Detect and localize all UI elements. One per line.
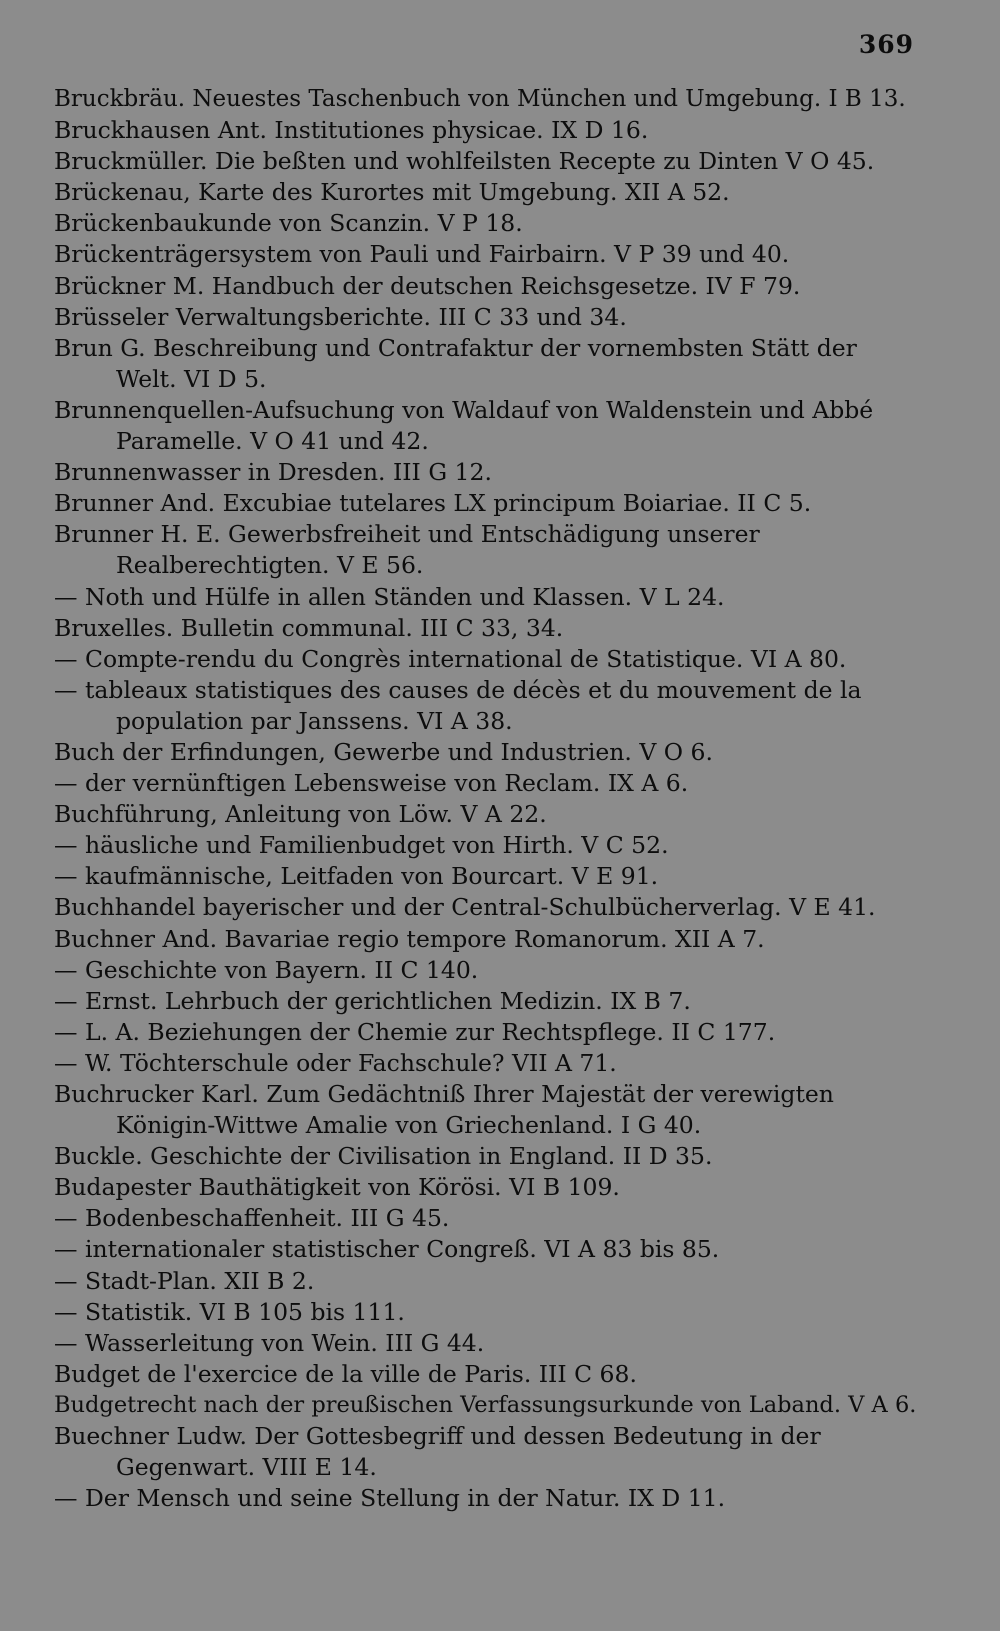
index-entry: Brückenbaukunde von Scanzin. V P 18. <box>54 209 523 238</box>
index-entry: Brun G. Beschreibung und Contrafaktur der vornembsten Stätt der Welt. VI D 5. <box>54 333 857 393</box>
index-entry: — Ernst. Lehrbuch der gerichtlichen Medizin. IX B 7. <box>54 986 691 1015</box>
page-number: 369 <box>858 30 914 59</box>
index-entry: — tableaux statistiques des causes de décès et du mouvement de la population par Janssens. VI A 38. <box>54 675 862 735</box>
index-entry: Brückenau, Karte des Kurortes mit Umgebung. XII A 52. <box>54 178 730 207</box>
index-entry: — der vernünftigen Lebensweise von Reclam. IX A 6. <box>54 769 689 798</box>
index-entry: Brunnenquellen-Aufsuchung von Waldauf von Waldenstein und Abbé Paramelle. V O 41 und 42. <box>54 395 874 456</box>
index-entry: — kaufmännische, Leitfaden von Bourcart. V E 91. <box>54 862 659 891</box>
index-entry: Buckle. Geschichte der Civilisation in England. II D 35. <box>54 1142 713 1171</box>
index-entry: — Bodenbeschaffenheit. III G 45. <box>54 1204 450 1233</box>
index-entry: Buch der Erfindungen, Gewerbe und Industrien. V O 6. <box>54 737 713 766</box>
index-entry: — Der Mensch und seine Stellung in der Natur. IX D 11. <box>54 1484 726 1513</box>
index-entry: Bruxelles. Bulletin communal. III C 33, 34. <box>54 613 564 642</box>
index-entry: — Wasserleitung von Wein. III G 44. <box>54 1328 485 1357</box>
index-entry: Buchführung, Anleitung von Löw. V A 22. <box>54 800 547 829</box>
index-entry: — Noth und Hülfe in allen Ständen und Klassen. V L 24. <box>54 582 725 611</box>
index-entry: — L. A. Beziehungen der Chemie zur Rechtspflege. II C 177. <box>54 1017 776 1046</box>
index-entry: — Compte-rendu du Congrès international de Statistique. VI A 80. <box>54 644 847 673</box>
index-entry: Budgetrecht nach der preußischen Verfassungsurkunde von Laband. V A 6. <box>54 1391 917 1418</box>
index-entry: Buechner Ludw. Der Gottesbegriff und dessen Bedeutung in der Gegenwart. VIII E 14. <box>54 1422 821 1482</box>
index-entry: Buchhandel bayerischer und der Central-Schulbücherverlag. V E 41. <box>54 893 876 922</box>
index-entry: — Statistik. VI B 105 bis 111. <box>54 1297 405 1326</box>
index-entry: — W. Töchterschule oder Fachschule? VII A 71. <box>54 1048 617 1077</box>
index-entry: Brunner And. Excubiae tutelares LX principum Boiariae. II C 5. <box>54 489 812 518</box>
index-entry: Buchrucker Karl. Zum Gedächtniß Ihrer Majestät der verewigten Königin-Wittwe Amalie von Griechenland. I G 40. <box>54 1080 834 1140</box>
index-entry: Brunner H. E. Gewerbsfreiheit und Entschädigung unserer Realberechtigten. V E 56. <box>54 520 760 580</box>
index-entry: Brückner M. Handbuch der deutschen Reichsgesetze. IV F 79. <box>54 271 801 300</box>
index-entry: — Geschichte von Bayern. II C 140. <box>54 955 479 984</box>
index-entry: Brüsseler Verwaltungsberichte. III C 33 und 34. <box>54 302 627 331</box>
index-entry: Bruckhausen Ant. Institutiones physicae. IX D 16. <box>54 116 649 145</box>
index-entry: Bruckmüller. Die beßten und wohlfeilsten Recepte zu Dinten V O 45. <box>54 147 875 176</box>
index-entry: Buchner And. Bavariae regio tempore Romanorum. XII A 7. <box>54 924 765 953</box>
index-entry: Budapester Bauthätigkeit von Körösi. VI B 109. <box>54 1173 620 1202</box>
index-entry: — Stadt-Plan. XII B 2. <box>54 1266 315 1295</box>
index-entry: Brückenträgersystem von Pauli und Fairbairn. V P 39 und 40. <box>54 240 790 269</box>
index-entry: Bruckbräu. Neuestes Taschenbuch von München und Umgebung. I B 13. <box>54 86 906 112</box>
index-entry: — häusliche und Familienbudget von Hirth. V C 52. <box>54 831 669 860</box>
index-entry: Budget de l'exercice de la ville de Paris. III C 68. <box>54 1359 637 1388</box>
index-entry-list <box>54 84 916 1514</box>
index-entry: — internationaler statistischer Congreß. VI A 83 bis 85. <box>54 1235 720 1264</box>
index-entry: Brunnenwasser in Dresden. III G 12. <box>54 458 492 487</box>
